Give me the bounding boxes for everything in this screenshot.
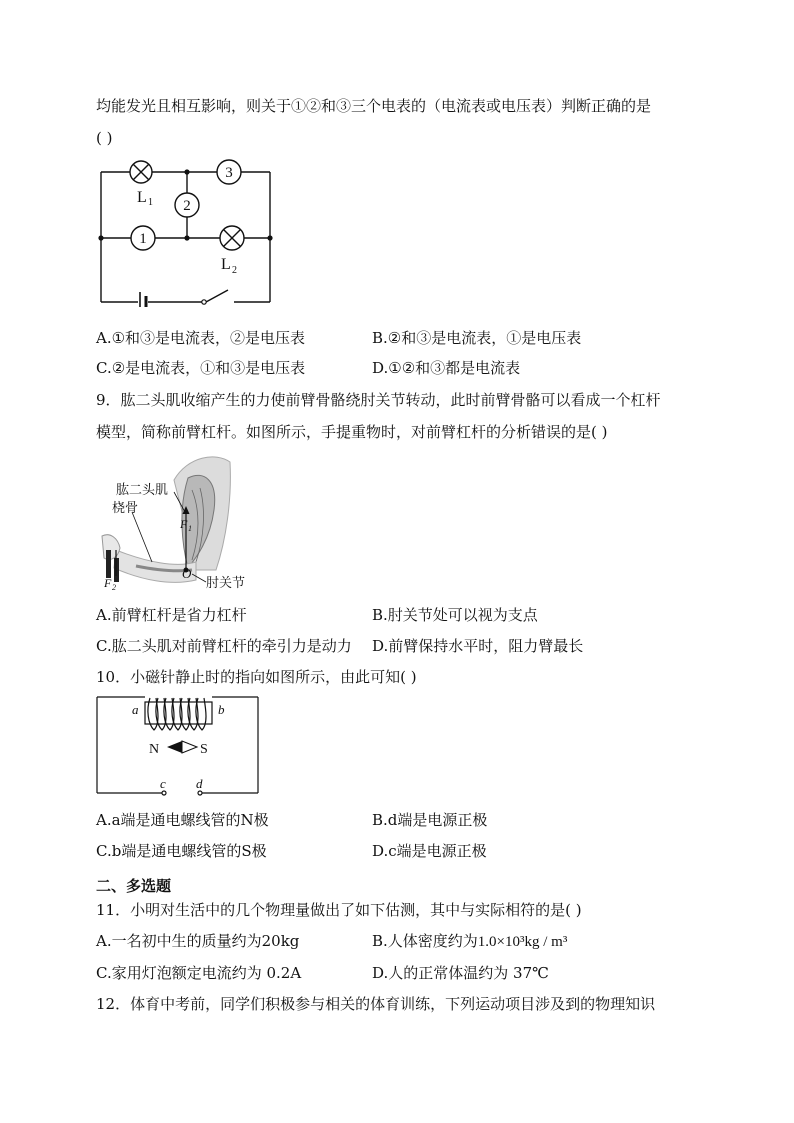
q10-option-c[interactable]: C.b端是通电螺线管的S极 [96,842,267,860]
q9-label-f2-sub: 2 [112,583,116,592]
meter3-label: 3 [225,165,233,181]
q10-stem: 10．小磁针静止时的指向如图所示，由此可知( ) [96,668,417,686]
q8-stem-line2: ( ) [96,129,113,147]
meter1-label: 1 [139,231,147,247]
q12-stem: 12．体育中考前，同学们积极参与相关的体育训练，下列运动项目涉及到的物理知识 [96,995,656,1013]
q9-label-f1-sub: 1 [188,524,192,533]
q11-option-d[interactable]: D.人的正常体温约为 37℃ [372,964,549,982]
q8-option-c[interactable]: C.②是电流表，①和③是电压表 [96,359,306,377]
q8-option-a[interactable]: A.①和③是电流表，②是电压表 [96,329,306,347]
q10-option-b[interactable]: B.d端是电源正极 [372,811,488,829]
q10-label-n: N [149,742,160,757]
q11-option-a[interactable]: A.一名初中生的质量约为20kg [96,932,300,950]
q8-option-d[interactable]: D.①②和③都是电流表 [372,359,521,377]
q9-label-biceps: 肱二头肌 [116,482,169,497]
q11-stem: 11．小明对生活中的几个物理量做出了如下估测，其中与实际相符的是( ) [96,901,582,919]
q9-option-b[interactable]: B.肘关节处可以视为支点 [372,606,538,624]
q9-option-a[interactable]: A.前臂杠杆是省力杠杆 [96,606,247,624]
q10-option-a[interactable]: A.a端是通电螺线管的N极 [96,811,269,829]
q9-option-d[interactable]: D.前臂保持水平时，阻力臂最长 [372,637,584,655]
q10-label-c: c [160,776,166,791]
q9-label-radius: 桡骨 [112,500,139,515]
lamp1-label: L [137,189,147,206]
q10-solenoid-figure [90,690,265,798]
q11-option-b-value: 1.0×10³kg / m³ [477,934,568,950]
q9-label-o: O [182,566,192,581]
q9-option-c[interactable]: C.肱二头肌对前臂杠杆的牵引力是动力 [96,637,352,655]
q8-circuit-diagram [90,155,290,307]
lamp1-subscript: 1 [148,197,153,208]
q11-option-b-prefix: B.人体密度约为 [372,932,478,950]
lamp2-subscript: 2 [232,265,237,276]
q11-option-c[interactable]: C.家用灯泡额定电流约为 0.2A [96,964,302,982]
meter2-label: 2 [183,198,191,214]
q9-stem-line1: 9．肱二头肌收缩产生的力使前臂骨骼绕肘关节转动，此时前臂骨骼可以看成一个杠杆 [96,391,661,409]
q8-option-b[interactable]: B.②和③是电流表，①是电压表 [372,329,582,347]
q9-forearm-figure [96,450,271,595]
q10-label-a: a [132,702,139,717]
q9-stem-line2: 模型，简称前臂杠杆。如图所示，手提重物时，对前臂杠杆的分析错误的是( ) [96,423,608,441]
q8-stem-line1: 均能发光且相互影响，则关于①②和③三个电表的（电流表或电压表）判断正确的是 [96,97,652,115]
q11-option-b[interactable] [372,931,567,952]
section-title-multiple-choice: 二、多选题 [96,877,172,895]
q10-label-s: S [200,742,208,757]
lamp2-label: L [221,256,231,273]
q10-label-b: b [218,702,225,717]
q9-label-f1: F [180,517,188,531]
q10-option-d[interactable]: D.c端是电源正极 [372,842,487,860]
q10-label-d: d [196,776,203,791]
q9-label-elbow: 肘关节 [206,575,246,590]
q9-label-f2: F [104,576,112,590]
